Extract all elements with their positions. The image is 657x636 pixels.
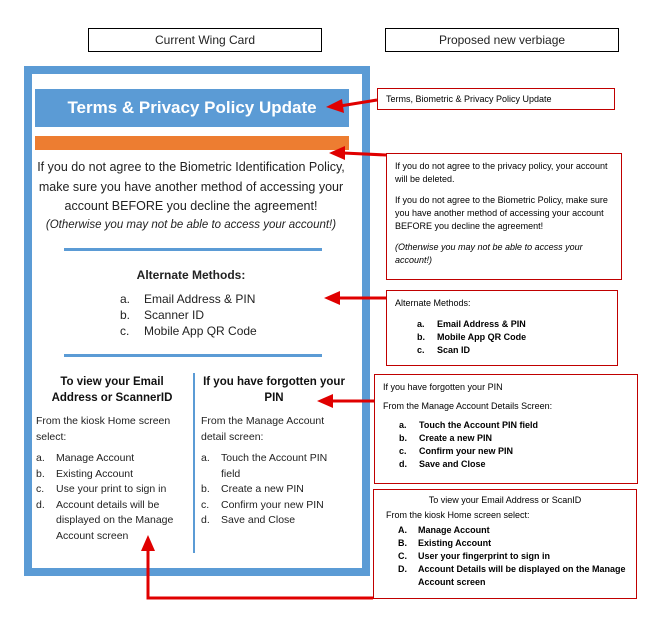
list-item: c. Mobile App QR Code (120, 324, 257, 338)
alt-methods-title: Alternate Methods: (136, 268, 246, 282)
arrowhead-email (141, 535, 155, 551)
list-item: b. Existing Account (36, 467, 134, 480)
list-item: b. Create a new PIN (201, 483, 304, 495)
arrowhead-alt-methods (324, 291, 340, 305)
card-intro-note: (Otherwise you may not be able to access your account!) (45, 219, 337, 231)
list-item: d. Save and Close (201, 514, 296, 526)
list-item: c. Confirm your new PIN (399, 446, 514, 456)
list-item: a. Touch the Account PIN field (399, 420, 538, 430)
proposed-policy-box: If you do not agree to the privacy policy, your account will be deleted. If you do not agree to the Biometric Policy, make sure you have another method of accessing your account BEFORE you decline the agreement! (Otherwise you may not be able to access your account!) (386, 153, 622, 280)
list-item: b. Mobile App QR Code (417, 332, 527, 342)
list-item: b. Scanner ID (120, 308, 205, 322)
list-item: B. Existing Account (398, 538, 492, 548)
list-item: c. Scan ID (417, 345, 471, 355)
arrow-email (148, 548, 373, 598)
list-item: c. Confirm your new PIN (201, 498, 324, 511)
arrowhead-pin (317, 394, 333, 408)
proposed-verbiage-header: Proposed new verbiage (385, 28, 619, 52)
arrow-title (340, 100, 377, 106)
current-card-header: Current Wing Card (88, 28, 322, 52)
proposed-pin-box: If you have forgotten your PIN From the Manage Account Details Screen: a. Touch the Account PIN field b. Create a new PIN c. Confirm your new PIN d. Save and Close (374, 374, 638, 484)
list-item: d. Account details will be displayed on the Manage Account screen (36, 498, 174, 542)
list-item: a. Email Address & PIN (120, 292, 256, 306)
list-item: b. Create a new PIN (399, 433, 493, 443)
list-item: D. Account Details will be displayed on the Manage Account screen (398, 564, 626, 587)
list-item: a. Manage Account (36, 452, 135, 464)
proposed-title-box: Terms, Biometric & Privacy Policy Update (377, 88, 615, 110)
arrowhead-title (326, 99, 344, 113)
card-intro: If you do not agree to the Biometric Identification Policy, make sure you have another method of accessing your account BEFORE you decline the agreement! (37, 160, 345, 213)
pin-reset-intro: From the Manage Account detail screen: (201, 415, 325, 443)
card-title: Terms & Privacy Policy Update (35, 89, 349, 127)
list-item: A. Manage Account (398, 525, 490, 535)
proposed-alt-methods-box: Alternate Methods: a. Email Address & PIN b. Mobile App QR Code c. Scan ID (386, 290, 618, 366)
list-item: a. Email Address & PIN (417, 319, 526, 329)
pin-reset-heading: If you have forgotten your PIN (203, 376, 345, 404)
list-item: a. Touch the Account PIN field (201, 452, 328, 480)
arrowhead-policy (329, 146, 345, 160)
proposed-email-box: To view your Email Address or ScanID From the kiosk Home screen select: A. Manage Account B. Existing Account C. User your fingerprint to sign in D. Account Details will be displayed on the Manage Account screen (373, 489, 637, 599)
list-item: C. User your fingerprint to sign in (398, 551, 551, 561)
email-lookup-heading: To view your Email Address or ScannerID (51, 376, 173, 404)
list-item: c. Use your print to sign in (36, 483, 167, 495)
email-lookup-intro: From the kiosk Home screen select: (36, 415, 171, 443)
list-item: d. Save and Close (399, 459, 486, 469)
arrow-policy (343, 153, 386, 155)
